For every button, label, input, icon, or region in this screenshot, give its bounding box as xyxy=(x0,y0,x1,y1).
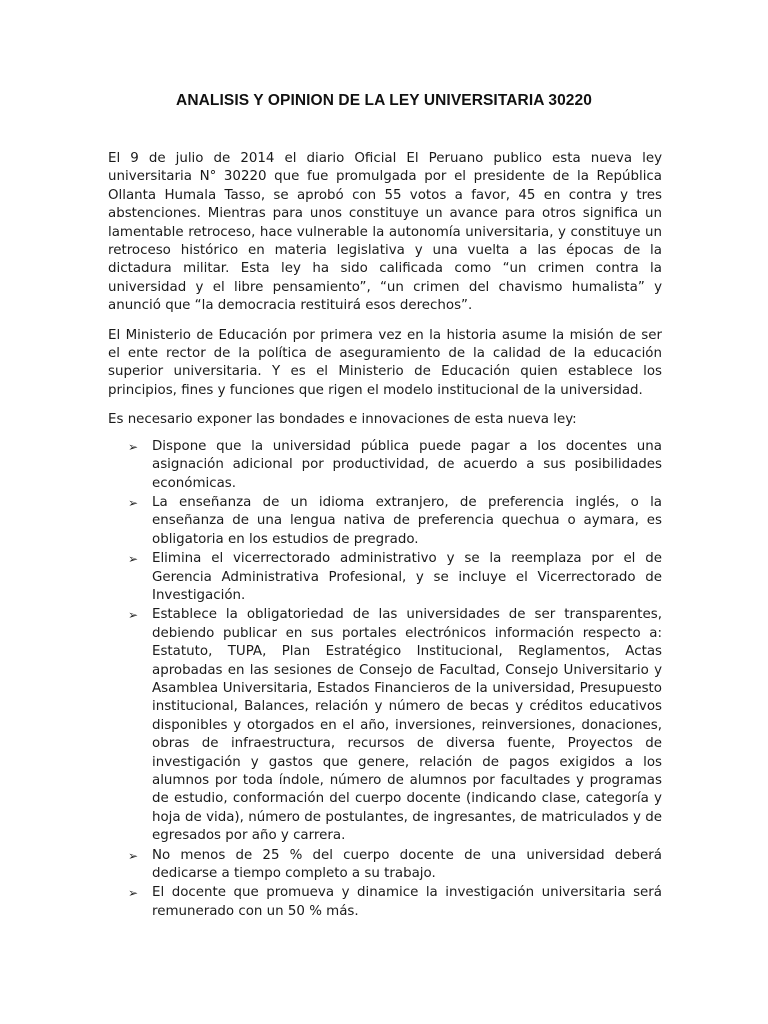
arrow-bullet-icon: ➢ xyxy=(128,848,139,863)
document-title: ANALISIS Y OPINION DE LA LEY UNIVERSITARIA 30220 xyxy=(176,92,592,109)
bullet-list xyxy=(108,438,662,922)
list-item xyxy=(108,847,662,884)
arrow-bullet-icon: ➢ xyxy=(128,886,139,901)
list-item-text: No menos de 25 % del cuerpo docente de una universidad deberá dedicarse a tiempo completo a su trabajo. xyxy=(152,847,662,882)
arrow-bullet-icon: ➢ xyxy=(128,608,139,623)
list-item xyxy=(108,438,662,493)
document-body xyxy=(108,150,662,922)
arrow-bullet-icon: ➢ xyxy=(128,439,139,454)
list-item-text: Dispone que la universidad pública puede pagar a los docentes una asignación adicional por productividad, de acuerdo a sus posibilidades económicas. xyxy=(152,438,662,491)
list-item-text: El docente que promueva y dinamice la investigación universitaria será remunerado con un 50 % más. xyxy=(152,885,662,919)
list-item xyxy=(108,550,662,605)
list-item xyxy=(108,606,662,845)
arrow-bullet-icon: ➢ xyxy=(128,495,139,510)
list-item xyxy=(108,884,662,921)
paragraph-ministerio: El Ministerio de Educación por primera vez en la historia asume la misión de ser el ente rector de la política de aseguramiento de la calidad de la educación superior universitaria. Y es el Ministerio de Educación quien establece los principios, fines y funciones que rigen el modelo institucional de la universidad. xyxy=(108,327,662,398)
arrow-bullet-icon: ➢ xyxy=(128,552,139,567)
paragraph-intro: El 9 de julio de 2014 el diario Oficial El Peruano publico esta nueva ley universitaria N° 30220 que fue promulgada por el presidente de la República Ollanta Humala Tasso, se aprobó con 55 votos a favor, 45 en contra y tres abstenciones. Mientras para unos constituye un avance para otros significa un lamentable retroceso, hace vulnerable la autonomía universitaria, y constituye un retroceso histórico en materia legislativa y una vuelta a las épocas de la dictadura militar. Esta ley ha sido calificada como “un crimen contra la universidad y el libre pensamiento”, “un crimen del chavismo humalista” y anunció que “la democracia restituirá esos derechos”. xyxy=(108,151,662,314)
list-item xyxy=(108,494,662,549)
list-item-text: Establece la obligatoriedad de las universidades de ser transparentes, debiendo publicar en sus portales electrónicos información respecto a: Estatuto, TUPA, Plan Estratégico Institucional, Reglamentos, Actas aprobadas en las sesiones de Consejo de Facultad, Consejo Universitario y Asamblea Universitaria, Estados Financieros de la universidad, Presupuesto institucional, Balances, relación y número de becas y créditos educativos disponibles y otorgados en el año, inversiones, reinversiones, donaciones, obras de infraestructura, recursos de diversa fuente, Proyectos de investigación y gastos que genere, relación de pagos exigidos a los alumnos por toda índole, número de alumnos por facultades y programas de estudio, conformación del cuerpo docente (indicando clase, categoría y hoja de vida), número de postulantes, de ingresantes, de matriculados y de egresados por año y carrera. xyxy=(152,607,662,844)
paragraph-bondades: Es necesario exponer las bondades e innovaciones de esta nueva ley: xyxy=(108,412,577,428)
list-item-text: La enseñanza de un idioma extranjero, de preferencia inglés, o la enseñanza de una lengua nativa de preferencia quechua o aymara, es obligatoria en los estudios de pregrado. xyxy=(152,494,662,547)
list-item-text: Elimina el vicerrectorado administrativo y se la reemplaza por el de Gerencia Administrativa Profesional, y se incluye el Vicerrectorado de Investigación. xyxy=(152,551,662,603)
